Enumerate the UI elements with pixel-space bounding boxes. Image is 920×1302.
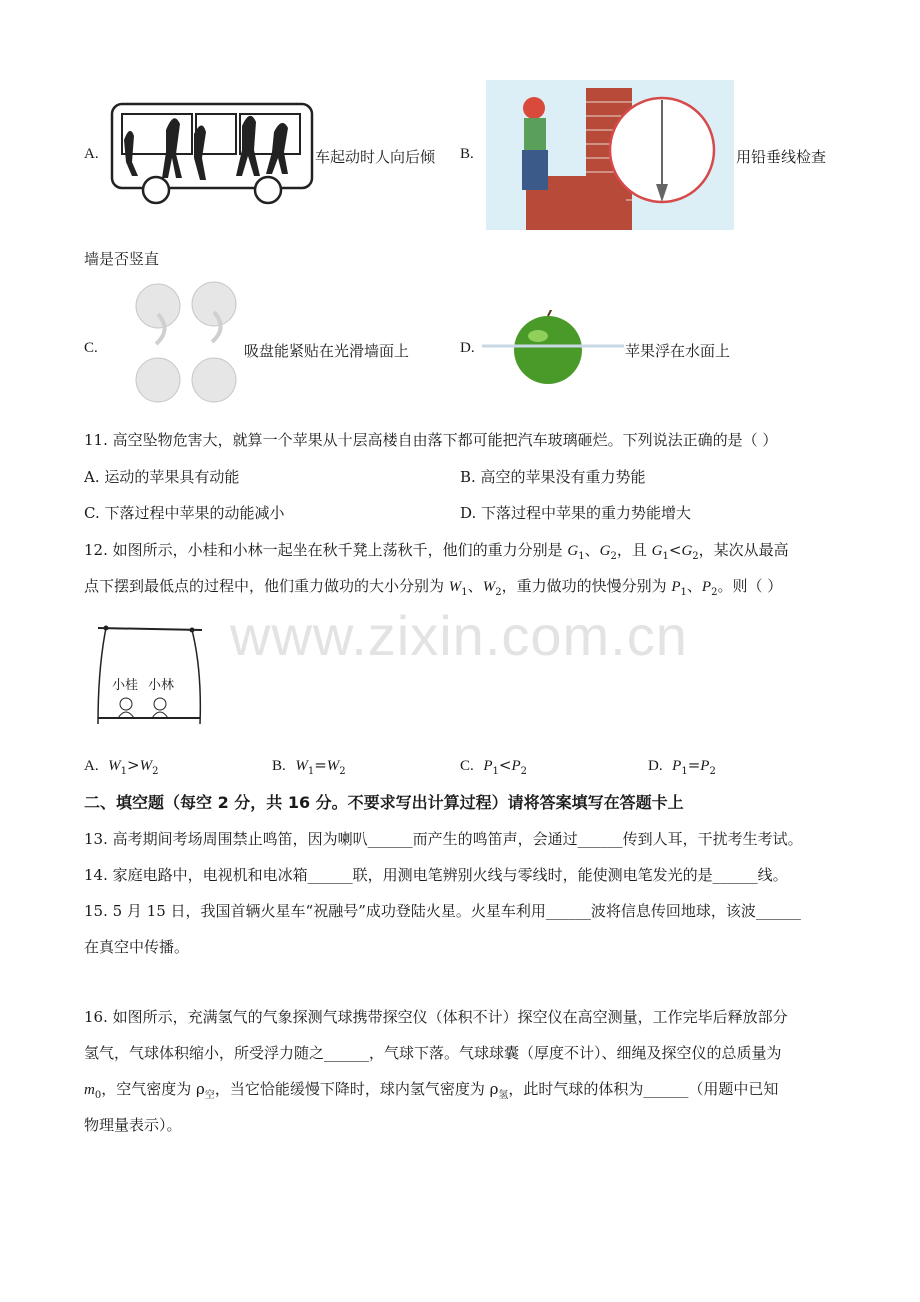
- q16-sub-hydrogen: 氢: [498, 1090, 509, 1101]
- q10-option-b-text: 用铅垂线检查: [736, 148, 827, 166]
- q16-line3-b: ，当它恰能缓慢下降时，球内氢气密度为 ρ: [214, 1080, 499, 1098]
- q12-stem-line2: 点下摆到最低点的过程中，他们重力做功的大小分别为 $W_1$、$W_2$，重力做功的快慢分别为 $P_1$、$P_2$。则（ ）: [84, 577, 783, 598]
- watermark: www.zixin.com.cn: [230, 604, 688, 667]
- q15-line2: 在真空中传播。: [84, 938, 190, 956]
- q12-option-a: A. $W_1>W_2$: [84, 756, 159, 777]
- q10-option-c-text: 吸盘能紧贴在光滑墙面上: [244, 342, 410, 360]
- q11-option-c: C. 下落过程中苹果的动能减小: [84, 504, 285, 522]
- floating-apple-illustration: [482, 310, 624, 388]
- q12-stem-line2-a: 点下摆到最低点的过程中，他们重力做功的大小分别为: [84, 577, 445, 595]
- q16-line3-a: ，空气密度为 ρ: [101, 1080, 205, 1098]
- q10-option-d-text: 苹果浮在水面上: [625, 342, 731, 360]
- q10-option-c-label: C.: [84, 340, 98, 356]
- q11-option-d: D. 下落过程中苹果的重力势能增大: [460, 504, 692, 522]
- q12-option-b: B. $W_1=W_2$: [272, 756, 346, 777]
- q11-option-a: A. 运动的苹果具有动能: [84, 468, 240, 486]
- q14-text: 14. 家庭电路中，电视机和电冰箱______联，用测电笔辨别火线与零线时，能使测电笔发光的是______线。: [84, 866, 788, 884]
- q12-option-d: D. $P_1=P_2$: [648, 756, 716, 777]
- q11-stem: 11. 高空坠物危害大，就算一个苹果从十层高楼自由落下都可能把汽车玻璃砸烂。下列说法正确的是（ ）: [84, 431, 778, 449]
- q13-text: 13. 高考期间考场周围禁止鸣笛，因为喇叭______而产生的鸣笛声，会通过______传到人耳，干扰考生考试。: [84, 830, 803, 848]
- q16-line1: 16. 如图所示，充满氢气的气象探测气球携带探空仪（体积不计）探空仪在高空测量，工作完毕后释放部分: [84, 1008, 788, 1026]
- q12-option-c: C. $P_1<P_2$: [460, 756, 527, 777]
- section-2-heading: 二、填空题（每空 2 分，共 16 分。不要求写出计算过程）请将答案填写在答题卡上: [84, 793, 684, 812]
- bus-illustration: [104, 100, 316, 208]
- q16-sub-air: 空: [204, 1090, 215, 1101]
- q16-line3-c: ，此时气球的体积为______（用题中已知: [508, 1080, 779, 1098]
- q15-line1: 15. 5 月 15 日，我国首辆火星车“祝融号”成功登陆火星。火星车利用______波将信息传回地球，该波______: [84, 902, 801, 920]
- q12-stem-part1: 12. 如图所示，小桂和小林一起坐在秋千凳上荡秋千，他们的重力分别是: [84, 541, 563, 559]
- q10-option-b-text-cont: 墙是否竖直: [84, 250, 160, 268]
- q10-option-b-label: B.: [460, 146, 474, 162]
- q12-stem-line2-b: ，重力做功的快慢分别为: [501, 577, 667, 595]
- q16-line2: 氢气，气球体积缩小，所受浮力随之______，气球下落。气球球囊（厚度不计）、细绳及探空仪的总质量为: [84, 1044, 782, 1062]
- q16-line3: $m_0$，空气密度为 $\rho_空$，当它恰能缓慢下降时，球内氢气密度为 $\rho_氢$，此时气球的体积为______（用题中已知: [84, 1080, 779, 1101]
- q12-stem-line1: 12. 如图所示，小桂和小林一起坐在秋千凳上荡秋千，他们的重力分别是 $G_1$、$G_2$，且 $G_1<G_2$，某次从最高: [84, 541, 789, 562]
- q10-option-d-label: D.: [460, 340, 475, 356]
- q12-stem-line2-c: 。则（ ）: [717, 577, 783, 595]
- plumb-line-illustration: [486, 80, 734, 230]
- swing-label-xiaolin: 小林: [148, 678, 175, 693]
- q16-line4: 物理量表示）。: [84, 1116, 182, 1134]
- suction-cups-illustration: [130, 280, 242, 408]
- q10-option-a-text: 车起动时人向后倾: [315, 148, 436, 166]
- swing-label-xiaogui: 小桂: [112, 678, 139, 693]
- q10-option-a-label: A.: [84, 146, 99, 162]
- q11-option-b: B. 高空的苹果没有重力势能: [460, 468, 646, 486]
- q12-stem-part2: ，某次从最高: [698, 541, 789, 559]
